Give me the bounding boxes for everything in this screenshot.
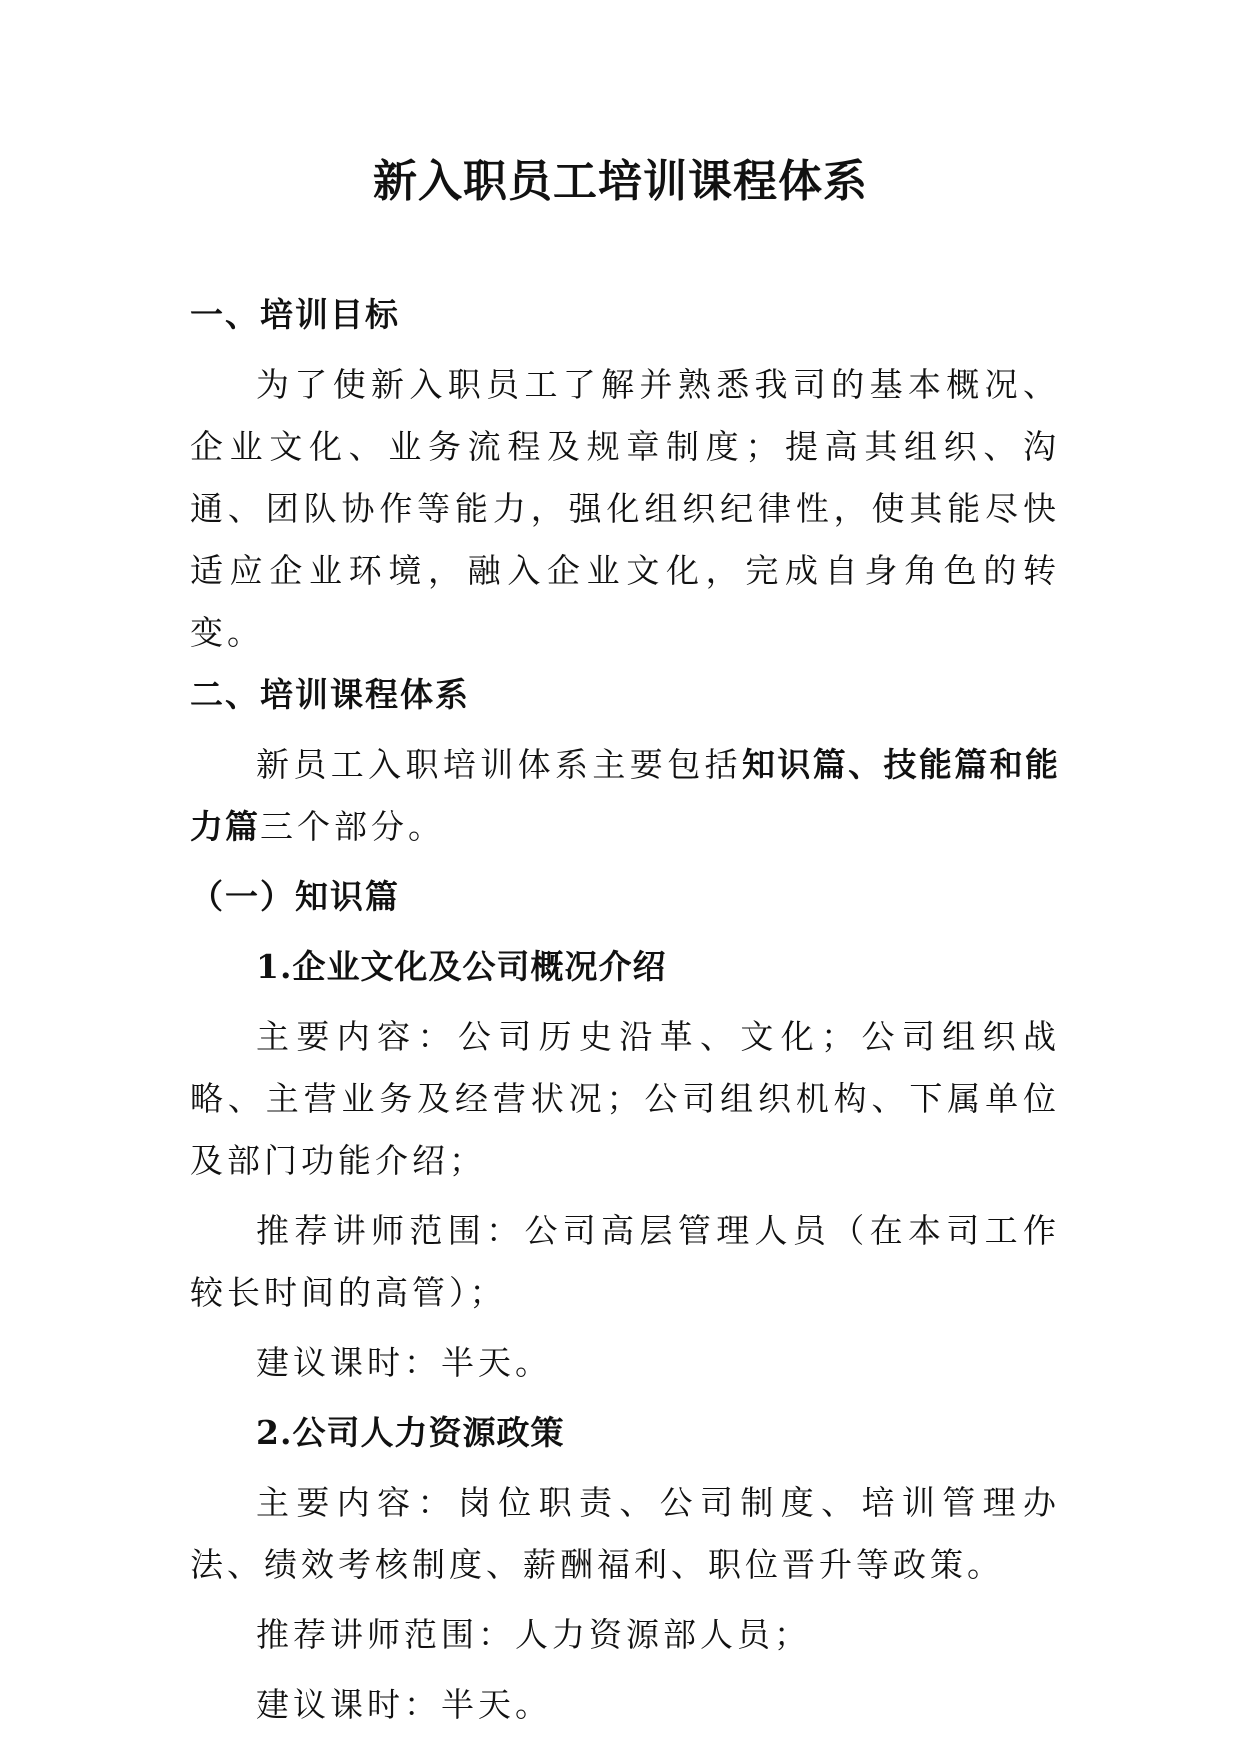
subsection-heading-knowledge: （一）知识篇 xyxy=(190,877,400,916)
course-culture-lecturer: 推荐讲师范围：公司高层管理人员（在本司工作较长时间的高管）； xyxy=(190,1211,1060,1312)
intro-suffix: 三个部分。 xyxy=(260,807,445,846)
course-heading-culture: 1.企业文化及公司概况介绍 xyxy=(256,947,667,986)
course-hr-lecturer: 推荐讲师范围：人力资源部人员； xyxy=(256,1615,811,1654)
document-body xyxy=(190,284,1060,1736)
course-hr-content: 主要内容：岗位职责、公司制度、培训管理办法、绩效考核制度、薪酬福利、职位晋升等政策。 xyxy=(190,1483,1060,1584)
section-heading-training-goals: 一、培训目标 xyxy=(190,295,400,334)
intro-prefix: 新员工入职培训体系主要包括 xyxy=(256,745,742,784)
course-heading-hr-policy: 2.公司人力资源政策 xyxy=(256,1413,565,1452)
training-goals-paragraph: 为了使新入职员工了解并熟悉我司的基本概况、企业文化、业务流程及规章制度；提高其组织、沟通、团队协作等能力，强化组织纪律性，使其能尽快适应企业环境，融入企业文化，完成自身角色的转变。 xyxy=(190,365,1060,652)
course-culture-content: 主要内容：公司历史沿革、文化；公司组织战略、主营业务及经营状况；公司组织机构、下属单位及部门功能介绍； xyxy=(190,1017,1060,1180)
course-system-intro xyxy=(190,734,1060,858)
course-culture-hours: 建议课时：半天。 xyxy=(256,1343,552,1382)
section-heading-course-system: 二、培训课程体系 xyxy=(190,675,470,714)
course-hr-hours: 建议课时：半天。 xyxy=(256,1685,552,1724)
document-title: 新入职员工培训课程体系 xyxy=(373,156,868,207)
intro-bold-parts: 知识篇、技能篇和能力篇 xyxy=(190,745,1061,846)
